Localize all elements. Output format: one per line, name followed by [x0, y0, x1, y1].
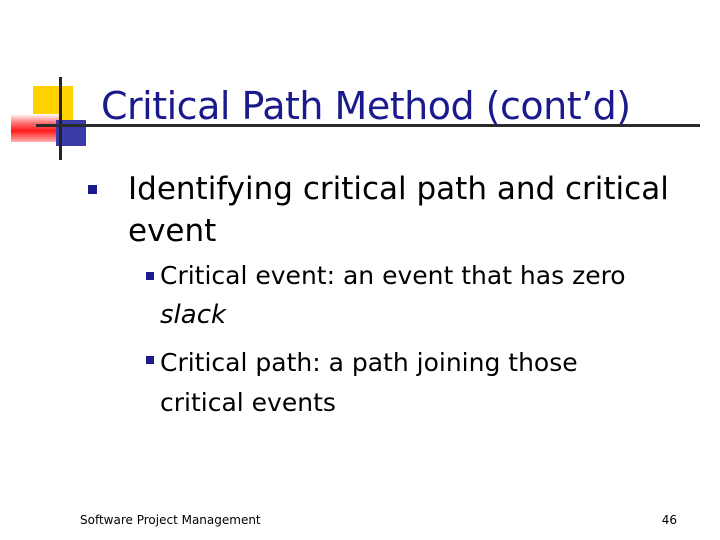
- logo-vertical-line: [59, 77, 62, 160]
- sub-bullet-square-icon: [146, 356, 154, 364]
- sub-bullet-1-line-2: slack: [160, 300, 227, 330]
- footer-title: Software Project Management: [80, 513, 261, 527]
- main-bullet-text: [128, 168, 669, 252]
- sub-bullet-2-text: [160, 343, 578, 423]
- sub-bullet-2-line-1: Critical path: a path joining those: [160, 348, 578, 377]
- sub-bullet-2-line-2: critical events: [160, 388, 336, 417]
- sub-bullet-square-icon: [146, 272, 154, 280]
- bullet-square-icon: [88, 185, 97, 194]
- page-number: 46: [661, 513, 677, 527]
- logo-red-bar: [11, 114, 59, 142]
- slide-title: Critical Path Method (cont’d): [101, 84, 631, 128]
- sub-bullet-1-line-1: Critical event: an event that has zero: [160, 261, 626, 290]
- main-bullet-line-1: Identifying critical path and critical: [128, 171, 669, 207]
- main-bullet-line-2: event: [128, 213, 217, 249]
